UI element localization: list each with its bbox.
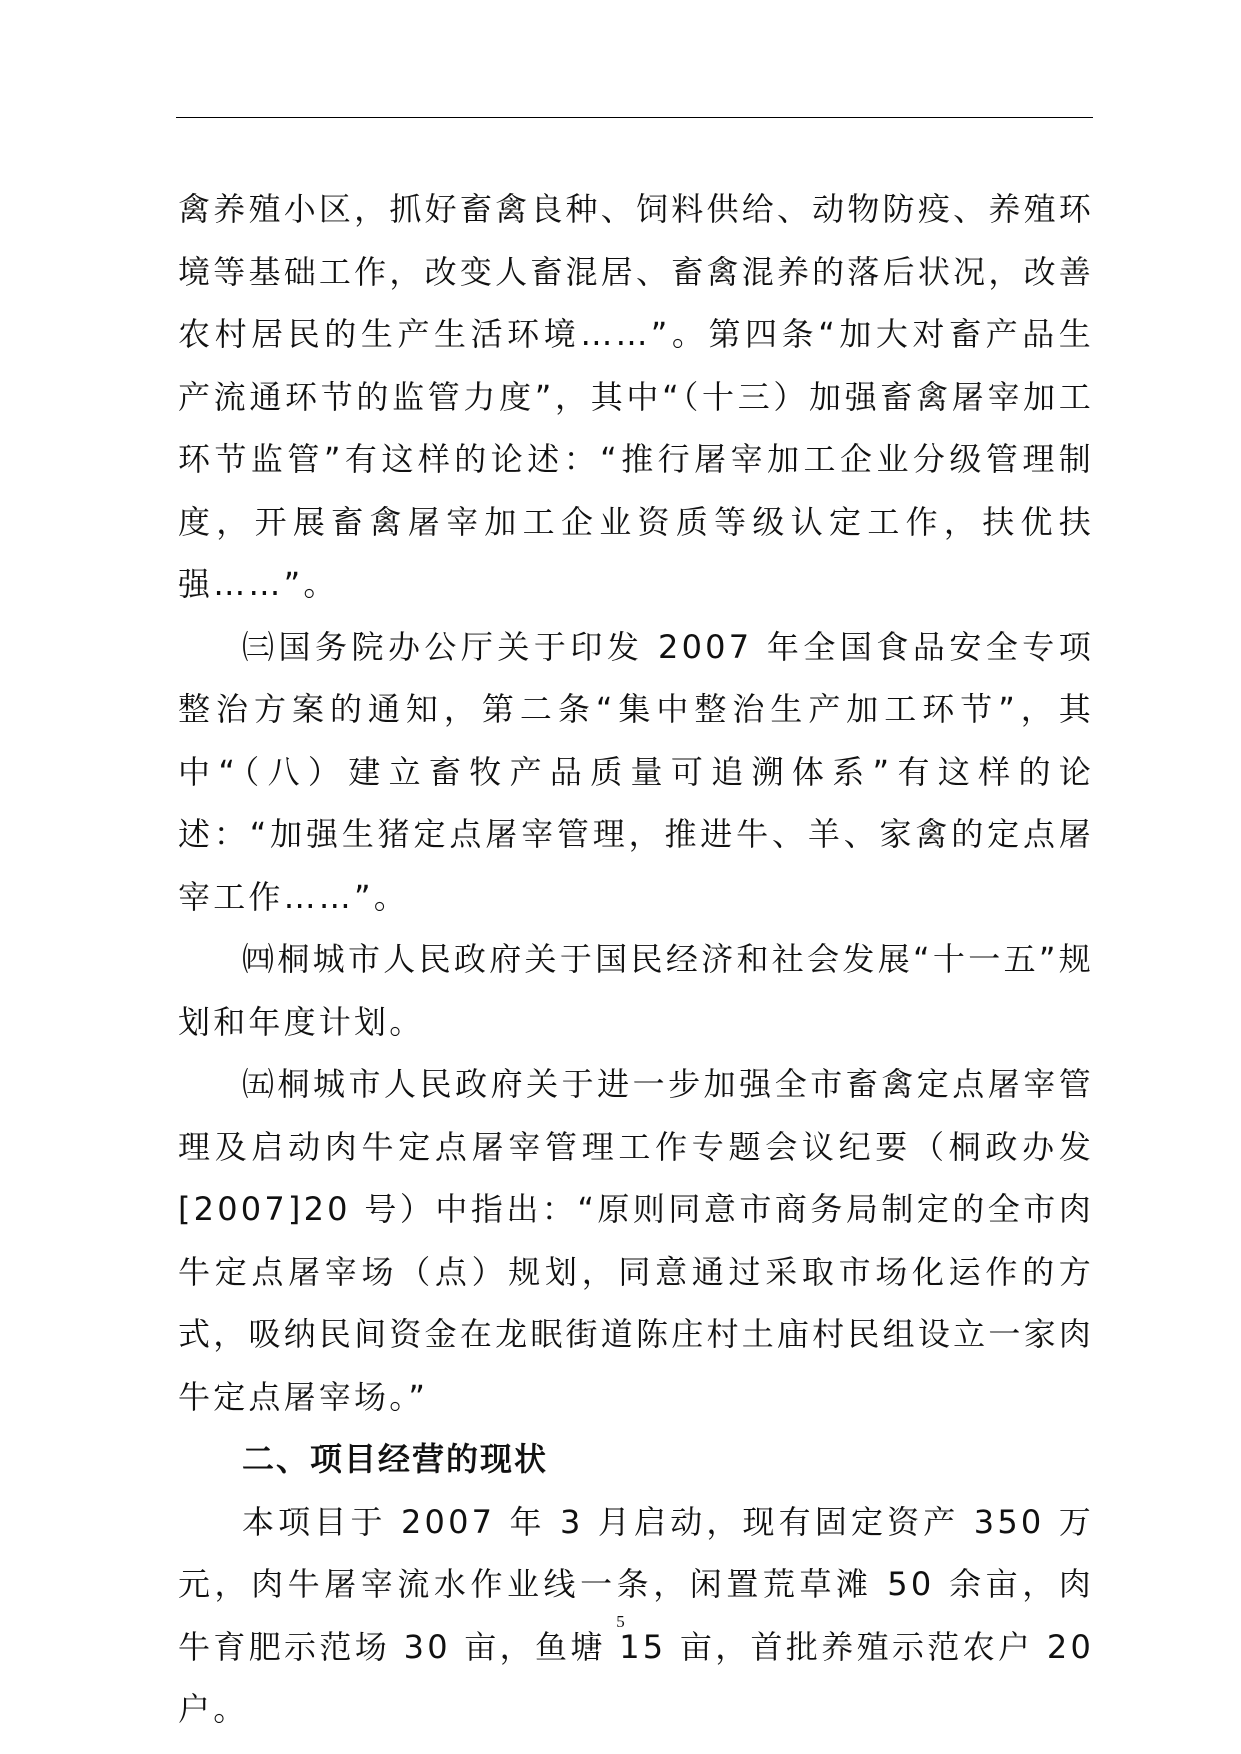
section-heading: 二、项目经营的现状 bbox=[242, 1440, 549, 1478]
header-rule bbox=[176, 117, 1093, 118]
page-number: 5 bbox=[616, 1612, 625, 1631]
paragraph-item-4: ㈣桐城市人民政府关于国民经济和社会发展“十一五”规划和年度计划。 bbox=[178, 940, 1094, 1041]
paragraph-status: 本项目于 2007 年 3 月启动，现有固定资产 350 万元，肉牛屠宰流水作业线一条，闲置荒草滩 50 余亩，肉牛育肥示范场 30 亩，鱼塘 15 亩，首批养殖示范农户 20 户。 bbox=[178, 1502, 1094, 1728]
paragraph-item-3: ㈢国务院办公厅关于印发 2007 年全国食品安全专项整治方案的通知，第二条“集中整治生产加工环节”，其中“（八）建立畜牧产品质量可追溯体系”有这样的论述：“加强生猪定点屠宰管理，推进牛、羊、家禽的定点屠宰工作……”。 bbox=[178, 627, 1094, 916]
body-text bbox=[178, 178, 1094, 1741]
paragraph-continuation: 禽养殖小区，抓好畜禽良种、饲料供给、动物防疫、养殖环境等基础工作，改变人畜混居、畜禽混养的落后状况，改善农村居民的生产生活环境……”。第四条“加大对畜产品生产流通环节的监管力度”，其中“（十三）加强畜禽屠宰加工环节监管”有这样的论述：“推行屠宰加工企业分级管理制度，开展畜禽屠宰加工企业资质等级认定工作，扶优扶强……”。 bbox=[178, 190, 1094, 603]
paragraph-item-5: ㈤桐城市人民政府关于进一步加强全市畜禽定点屠宰管理及启动肉牛定点屠宰管理工作专题会议纪要（桐政办发[2007]20 号）中指出：“原则同意市商务局制定的全市肉牛定点屠宰场（点）规划，同意通过采取市场化运作的方式，吸纳民间资金在龙眠街道陈庄村土庙村民组设立一家肉牛定点屠宰场。” bbox=[178, 1065, 1094, 1416]
